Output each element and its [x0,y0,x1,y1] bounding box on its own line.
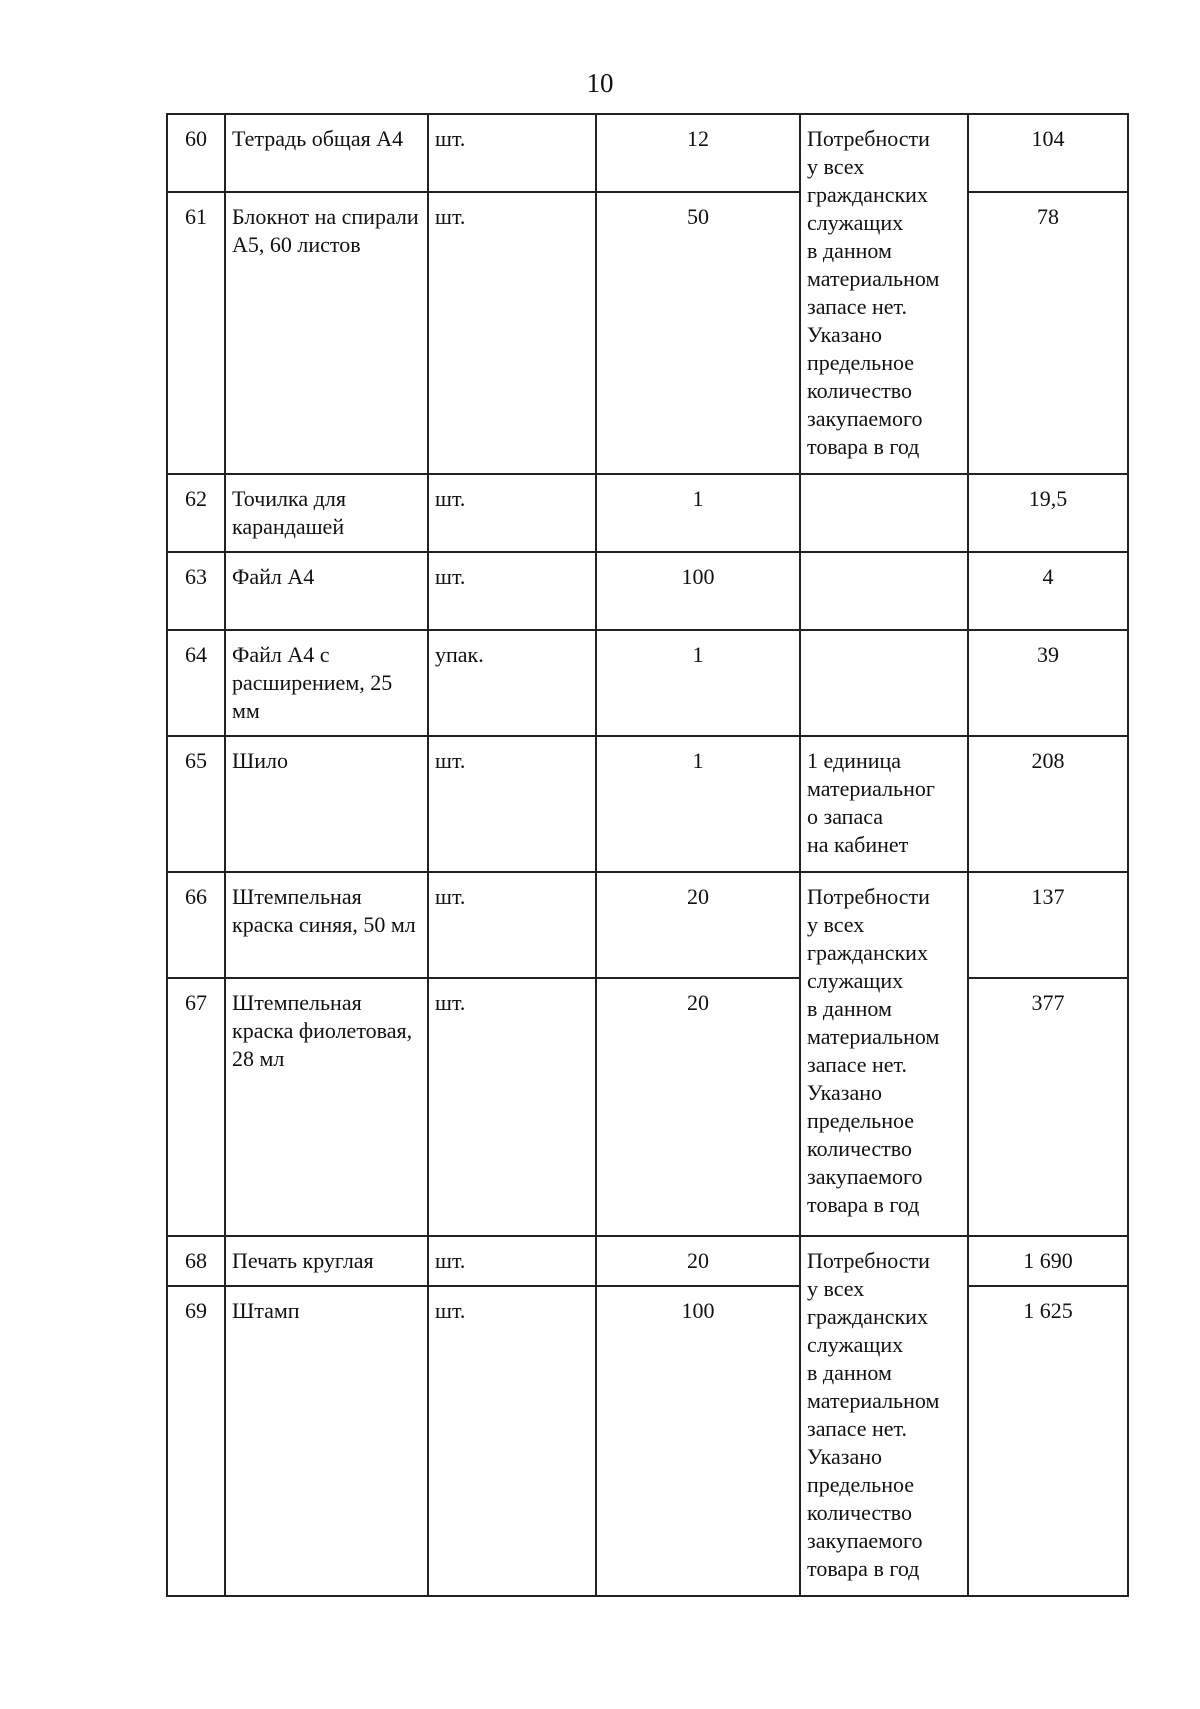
row-number: 64 [167,630,225,736]
item-name: Точилка для карандашей [225,474,428,552]
table-row [167,736,1128,872]
row-number: 61 [167,192,225,474]
item-name: Штемпельная краска синяя, 50 мл [225,872,428,978]
item-quantity: 20 [596,1236,800,1286]
item-note: Потребности у всех гражданских служащих в данном материальном запасе нет. Указано предельное количество закупаемого товара в год [800,872,968,1236]
item-name: Печать круглая [225,1236,428,1286]
item-name: Файл А4 с расширением, 25 мм [225,630,428,736]
row-number: 67 [167,978,225,1236]
item-price: 208 [968,736,1128,872]
item-quantity: 1 [596,474,800,552]
item-unit: шт. [428,192,596,474]
item-note: 1 единица материальног о запаса на кабинет [800,736,968,872]
item-price: 104 [968,114,1128,192]
row-number: 68 [167,1236,225,1286]
item-note: Потребности у всех гражданских служащих в данном материальном запасе нет. Указано предельное количество закупаемого товара в год [800,1236,968,1596]
row-number: 66 [167,872,225,978]
item-price: 137 [968,872,1128,978]
item-name: Шило [225,736,428,872]
item-name: Штемпельная краска фиолетовая, 28 мл [225,978,428,1236]
item-name: Тетрадь общая А4 [225,114,428,192]
table-row [167,552,1128,630]
item-quantity: 20 [596,978,800,1236]
item-unit: шт. [428,1236,596,1286]
page-number: 10 [586,68,614,98]
row-number: 65 [167,736,225,872]
table-row [167,872,1128,978]
item-quantity: 1 [596,736,800,872]
item-unit: шт. [428,114,596,192]
table-row [167,192,1128,474]
table-row [167,1286,1128,1596]
item-price: 4 [968,552,1128,630]
item-quantity: 1 [596,630,800,736]
item-unit: шт. [428,1286,596,1596]
item-unit: шт. [428,552,596,630]
table-row [167,630,1128,736]
item-name: Файл А4 [225,552,428,630]
item-unit: шт. [428,474,596,552]
row-number: 63 [167,552,225,630]
items-table [166,113,1129,1597]
item-quantity: 100 [596,552,800,630]
item-unit: упак. [428,630,596,736]
item-quantity: 50 [596,192,800,474]
item-quantity: 12 [596,114,800,192]
item-price: 1 625 [968,1286,1128,1596]
item-note [800,630,968,736]
item-price: 78 [968,192,1128,474]
item-price: 377 [968,978,1128,1236]
row-number: 69 [167,1286,225,1596]
table-row [167,1236,1128,1286]
item-note: Потребности у всех гражданских служащих в данном материальном запасе нет. Указано предельное количество закупаемого товара в год [800,114,968,474]
item-price: 1 690 [968,1236,1128,1286]
item-note [800,474,968,552]
row-number: 62 [167,474,225,552]
item-unit: шт. [428,736,596,872]
item-unit: шт. [428,872,596,978]
table-row [167,474,1128,552]
table-row [167,114,1128,192]
item-quantity: 100 [596,1286,800,1596]
item-unit: шт. [428,978,596,1236]
table-row [167,978,1128,1236]
item-price: 39 [968,630,1128,736]
item-price: 19,5 [968,474,1128,552]
item-quantity: 20 [596,872,800,978]
item-name: Штамп [225,1286,428,1596]
row-number: 60 [167,114,225,192]
item-name: Блокнот на спирали А5, 60 листов [225,192,428,474]
item-note [800,552,968,630]
